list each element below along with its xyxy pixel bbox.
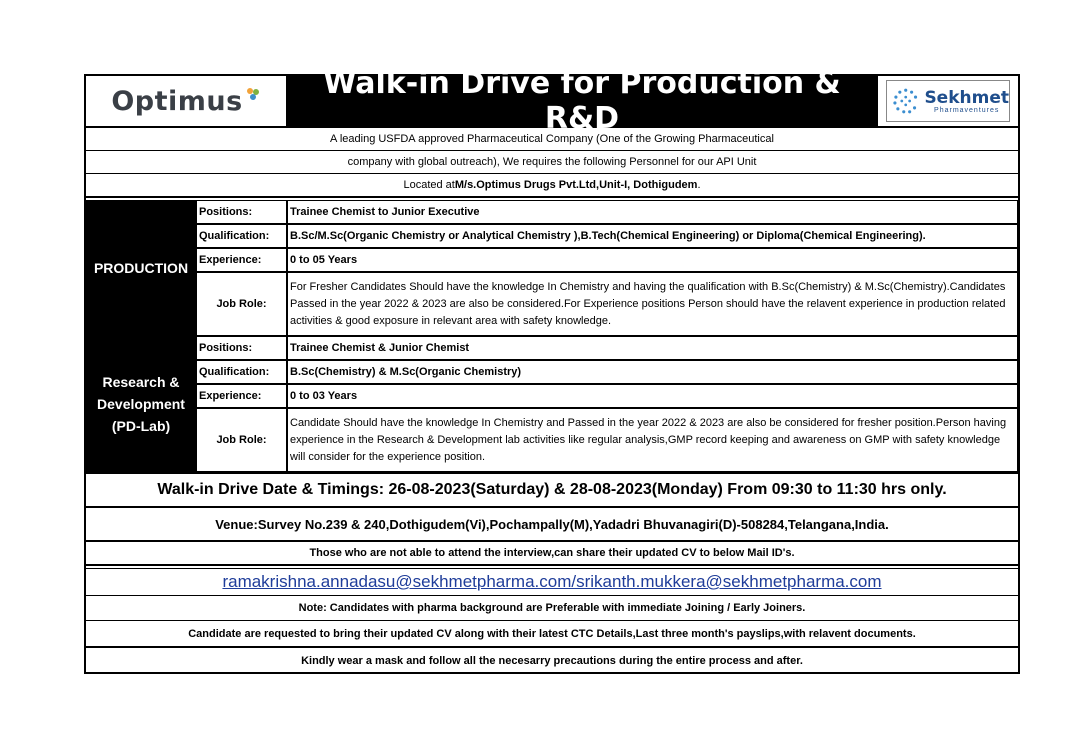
rnd-section-label: Research & Development (PD-Lab)	[86, 336, 196, 472]
email-links[interactable]: ramakrishna.annadasu@sekhmetpharma.com/srikanth.mukkera@sekhmetpharma.com	[222, 572, 882, 591]
header	[86, 66, 1018, 136]
job-notice-sheet	[84, 66, 1020, 674]
mask-note: Kindly wear a mask and follow all the necesarry precautions during the entire process and after.	[301, 655, 803, 667]
production-qualification-row	[196, 224, 1018, 248]
production-positions-row	[196, 200, 1018, 224]
sekhmet-logo-subtext: Pharmaventures	[934, 106, 1000, 114]
intro-line-1: A leading USFDA approved Pharmaceutical Company (One of the Growing Pharmaceutical	[86, 128, 1018, 151]
production-positions-value: Trainee Chemist to Junior Executive	[288, 200, 1018, 224]
production-positions-key: Positions:	[196, 200, 288, 224]
title-banner	[286, 66, 878, 136]
intro-location-suffix: .	[697, 179, 701, 191]
drive-timings: Walk-in Drive Date & Timings: 26-08-2023(Saturday) & 28-08-2023(Monday) From 09:30 to 11:30 hrs only.	[86, 472, 1018, 508]
email-row	[86, 568, 1018, 596]
rnd-experience-value: 0 to 03 Years	[288, 384, 1018, 408]
production-qualification-key: Qualification:	[196, 224, 288, 248]
rnd-jobrole-row	[196, 408, 1018, 472]
rnd-qualification-value: B.Sc(Chemistry) & M.Sc(Organic Chemistry)	[288, 360, 1018, 384]
intro-location-company: M/s.Optimus Drugs Pvt.Ltd,Unit-I, Dothigudem	[454, 179, 698, 191]
preference-note: Note: Candidates with pharma background are Preferable with immediate Joining / Early Joiners.	[86, 596, 1018, 621]
optimus-leaf-icon	[245, 86, 261, 102]
sekhmet-logo	[878, 76, 1018, 126]
rnd-experience-key: Experience:	[196, 384, 288, 408]
rnd-jobrole-value: Candidate Should have the knowledge In Chemistry and Passed in the year 2022 & 2023 are also be considered for fresher position.Person having experience in the Research & Development lab activities like regular analysis,GMP record keeping and awareness on GMP with safety knowledge will consider for the experience position.	[288, 408, 1018, 472]
rnd-positions-row	[196, 336, 1018, 360]
intro-line-2: company with global outreach), We requires the following Personnel for our API Unit	[86, 151, 1018, 174]
sekhmet-logo-text: Sekhmet	[924, 87, 1009, 108]
page-title: Walk-in Drive for Production & R&D	[323, 66, 841, 136]
rnd-positions-value: Trainee Chemist & Junior Chemist	[288, 336, 1018, 360]
production-jobrole-value: For Fresher Candidates Should have the knowledge In Chemistry and having the qualification with B.Sc(Chemistry) & M.Sc(Chemistry).Candidates Passed in the year 2022 & 2023 are also be considered.For Experience positions Person should have the relavent experience in production related activities & good exposure in relevant area with safety knowledge.	[288, 272, 1018, 336]
rnd-experience-row	[196, 384, 1018, 408]
intro-location-prefix: Located at	[403, 179, 455, 191]
rnd-qualification-key: Qualification:	[196, 360, 288, 384]
cv-share-note: Those who are not able to attend the interview,can share their updated CV to below Mail ID's.	[86, 542, 1018, 566]
sekhmet-logo-box	[886, 80, 1010, 122]
intro-line-3	[86, 174, 1018, 198]
documents-note: Candidate are requested to bring their updated CV along with their latest CTC Details,Last three month's payslips,with relavent documents.	[86, 621, 1018, 648]
production-qualification-value: B.Sc/M.Sc(Organic Chemistry or Analytical Chemistry ),B.Tech(Chemical Engineering) or Diploma(Chemical Engineering).	[288, 224, 1018, 248]
production-section-label: PRODUCTION	[86, 200, 196, 336]
production-experience-row	[196, 248, 1018, 272]
production-experience-value: 0 to 05 Years	[288, 248, 1018, 272]
optimus-logo	[86, 76, 286, 126]
rnd-qualification-row	[196, 360, 1018, 384]
production-experience-key: Experience:	[196, 248, 288, 272]
rnd-positions-key: Positions:	[196, 336, 288, 360]
venue-address: Venue:Survey No.239 & 240,Dothigudem(Vi),Pochampally(M),Yadadri Bhuvanagiri(D)-508284,Telangana,India.	[86, 508, 1018, 542]
production-jobrole-key: Job Role:	[196, 272, 288, 336]
sekhmet-dots-icon	[891, 86, 920, 116]
production-jobrole-row	[196, 272, 1018, 336]
rnd-jobrole-key: Job Role:	[196, 408, 288, 472]
optimus-logo-text: Optimus	[111, 85, 243, 117]
